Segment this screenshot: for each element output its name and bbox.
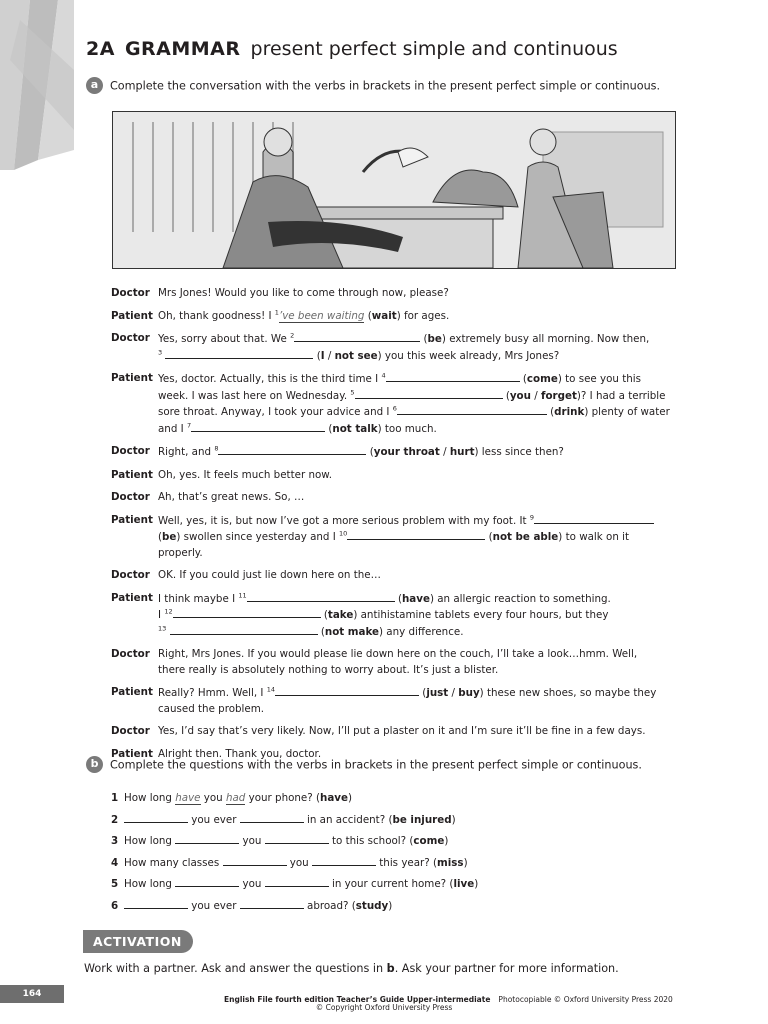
gap-number: 7 [186, 421, 192, 430]
title-subtitle: present perfect simple and continuous [250, 38, 618, 60]
speaker-label: Patient [111, 309, 153, 322]
dialogue-turn [111, 724, 676, 740]
gap-number: 2 [290, 331, 295, 340]
instruction-b-text: Complete the questions with the verbs in brackets in the present perfect simple or continuous. [110, 758, 642, 772]
answer-blank[interactable] [294, 331, 420, 342]
gap-number: 14 [266, 685, 276, 694]
dialogue-turn [111, 286, 676, 302]
lesson-code: 2A [86, 38, 115, 60]
verb-prompt: wait [371, 309, 397, 322]
answer-blank[interactable] [347, 529, 485, 540]
example-answer: ’ve been waiting [278, 309, 365, 322]
page-number: 164 [0, 985, 64, 1003]
speaker-label: Doctor [111, 287, 150, 299]
speaker-label: Doctor [111, 445, 150, 457]
gap-number: 12 [164, 607, 173, 616]
question-item: 3 How long you to this school? (come) [111, 835, 449, 848]
answer-blank[interactable] [124, 898, 188, 909]
footer-book-title: English File fourth edition Teacher’s Guide Upper-intermediate [224, 995, 491, 1004]
answer-blank[interactable] [175, 876, 239, 887]
gap-number: 4 [381, 371, 386, 380]
answer-blank[interactable] [170, 624, 318, 635]
instruction-b [86, 757, 642, 774]
answer-blank[interactable] [265, 876, 329, 887]
gap-number: 8 [214, 444, 219, 453]
dialogue [111, 286, 676, 769]
speaker-label: Patient [111, 591, 153, 604]
dialogue-turn: Doctor Yes, sorry about that. We $^2$ (be) extremely busy all morning. Now then, $^3$ (I / not see) you this week already, Mrs Jones? [111, 331, 676, 364]
badge-b: b [86, 756, 103, 773]
instruction-a [86, 78, 660, 95]
dialogue-turn [111, 468, 676, 484]
answer-blank[interactable] [165, 348, 313, 359]
answer-blank[interactable] [247, 591, 395, 602]
gap-number: 6 [392, 404, 397, 413]
speaker-label: Patient [111, 747, 153, 760]
answer-blank[interactable] [397, 404, 547, 415]
dialogue-turn [111, 568, 676, 584]
question-list [111, 788, 478, 918]
answer-blank[interactable] [265, 833, 329, 844]
gap-number: 10 [339, 529, 348, 538]
badge-a: a [86, 77, 103, 94]
turn-text: Yes, I’d say that’s very likely. Now, I’ll put a plaster on it and I’m sure it’ll be fine in a few days. [158, 725, 646, 737]
doctor-patient-illustration [112, 111, 676, 269]
answer-blank[interactable] [175, 833, 239, 844]
answer-blank[interactable] [240, 812, 304, 823]
answer-blank[interactable] [355, 388, 503, 399]
question-item: 5 How long you in your current home? (live) [111, 878, 479, 891]
speaker-label: Doctor [111, 332, 150, 344]
section-word: GRAMMAR [124, 38, 241, 60]
gap-number: 5 [350, 388, 355, 397]
question-item: 6 you ever abroad? (study) [111, 899, 393, 912]
dialogue-turn: Patient I think maybe I $^{11}$ (have) an allergic reaction to something. I $^{12}$ (take) antihistamine tablets every four hours, but they $^{13}$ (not make) any difference. [111, 591, 676, 641]
speaker-label: Patient [111, 513, 153, 526]
speaker-label: Patient [111, 372, 153, 384]
speaker-label: Patient [111, 468, 153, 481]
turn-text: Mrs Jones! Would you like to come through now, please? [158, 287, 449, 299]
footer-photocopiable: Photocopiable © Oxford University Press 2020 [498, 995, 673, 1004]
dialogue-turn: Doctor Right, and $^8$ (your throat / hurt) less since then? [111, 444, 676, 461]
answer-blank[interactable] [173, 607, 321, 618]
answer-blank[interactable] [312, 855, 376, 866]
speaker-label: Doctor [111, 491, 150, 503]
turn-text: Alright then. Thank you, doctor. [158, 747, 322, 760]
dialogue-turn: Patient Well, yes, it is, but now I’ve got a more serious problem with my foot. It $^9$ (be) swollen since yesterday and I $^{10}$ (not be able) to walk on it properly. [111, 513, 676, 562]
speaker-label: Doctor [111, 725, 150, 737]
copyright-notice: © Copyright Oxford University Press [315, 1003, 453, 1012]
gap-number: 13 [158, 624, 167, 633]
page-title [86, 38, 618, 60]
activation-label: ACTIVATION [83, 930, 193, 953]
dialogue-turn: Patient Really? Hmm. Well, I $^{14}$ (just / buy) these new shoes, so maybe they caused the problem. [111, 685, 676, 717]
speaker-label: Doctor [111, 648, 150, 660]
example-answer: have [175, 792, 201, 804]
answer-blank[interactable] [534, 513, 654, 524]
gap-number: 1 [274, 308, 279, 317]
example-answer: had [225, 792, 246, 804]
gap-number: 9 [529, 513, 534, 522]
instruction-a-text: Complete the conversation with the verbs in brackets in the present perfect simple or continuous. [110, 79, 661, 93]
gap-number: 3 [158, 348, 163, 357]
answer-blank[interactable] [191, 421, 325, 432]
dialogue-turn: Patient Oh, thank goodness! I $^1$’ve been waiting (wait) for ages. [111, 309, 676, 325]
gap-number: 11 [238, 591, 247, 600]
activation-text: Work with a partner. Ask and answer the questions in b. Ask your partner for more information. [84, 962, 619, 975]
question-item: 4 How many classes you this year? (miss) [111, 856, 468, 869]
turn-text: OK. If you could just lie down here on the… [158, 569, 381, 581]
answer-blank[interactable] [275, 685, 419, 696]
verb-prompt: be [427, 333, 442, 345]
answer-blank[interactable] [223, 855, 287, 866]
turn-text: Ah, that’s great news. So, … [158, 491, 305, 503]
answer-blank[interactable] [218, 444, 366, 455]
answer-blank[interactable] [386, 371, 520, 382]
answer-blank[interactable] [124, 812, 188, 823]
turn-text: Oh, thank goodness! I [158, 309, 275, 322]
question-item: 2 you ever in an accident? (be injured) [111, 813, 456, 826]
question-item: 1 How long have you had your phone? (have) [111, 792, 353, 804]
turn-text: Oh, yes. It feels much better now. [158, 468, 333, 481]
dialogue-turn: Doctor Right, Mrs Jones. If you would please lie down here on the couch, I’ll take a look…hmm. Well, there really is absolutely nothing to worry about. It’s just a blister. [111, 647, 676, 678]
answer-blank[interactable] [240, 898, 304, 909]
speaker-label: Doctor [111, 569, 150, 581]
decorative-fan-graphic [0, 0, 80, 170]
speaker-label: Patient [111, 686, 153, 698]
dialogue-turn [111, 490, 676, 506]
dialogue-turn: Patient Yes, doctor. Actually, this is the third time I $^4$ (come) to see you this week. I was last here on Wednesday. $^5$ (you / forget)? I had a terrible sore throat. Anyway, I took your advice and I $^6$ (drink) plenty of water and I $^7$ (not talk) too much. [111, 371, 676, 437]
